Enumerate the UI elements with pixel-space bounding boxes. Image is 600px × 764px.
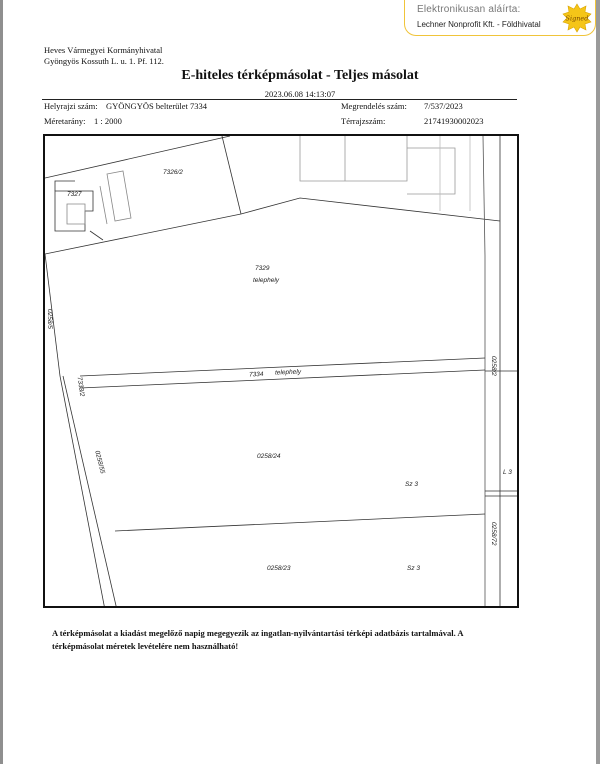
order-label: Megrendelés szám: <box>341 101 407 111</box>
road-edge <box>483 136 485 608</box>
parcel-value: GYÖNGYÖS belterület 7334 <box>106 101 208 111</box>
map-line <box>115 514 485 531</box>
scale-value: 1 : 2000 <box>94 116 122 126</box>
disclaimer-note <box>52 627 512 653</box>
signature-seal-icon <box>562 3 592 33</box>
page-left-border <box>0 0 3 764</box>
building-outline <box>300 136 407 181</box>
page-right-border <box>596 0 600 764</box>
map-label-road-left-diag: 0258/55 <box>93 449 106 475</box>
map-line <box>45 136 230 178</box>
document-title: E-hiteles térképmásolat - Teljes másolat <box>181 68 419 83</box>
map-label-l3: L 3 <box>503 469 512 476</box>
scale-label: Méretarány: <box>44 116 86 126</box>
map-label-7334: 7334 <box>248 371 264 379</box>
road-edge <box>63 376 117 608</box>
order-value: 7/537/2023 <box>424 101 463 111</box>
map-label-road-left-mid: 7333/2 <box>75 376 86 398</box>
office-name: Heves Vármegyei Kormányhivatal <box>44 45 163 55</box>
sheet-value: 21741930002023 <box>424 116 484 126</box>
map-line <box>55 181 75 191</box>
map-label-sz3-b: Sz 3 <box>407 565 421 572</box>
building-outline <box>407 148 455 194</box>
parcel-label: Helyrajzi szám: <box>44 101 98 111</box>
signature-issuer: Lechner Nonprofit Kft. - Földhivatal <box>417 20 541 29</box>
map-label-7329: 7329 <box>255 265 270 272</box>
road-edge <box>45 254 105 608</box>
seal-text: Signed <box>565 14 589 23</box>
document-datetime: 2023.06.08 14:13:07 <box>264 89 336 99</box>
map-label-0258-24: 0258/24 <box>257 453 281 460</box>
map-line <box>100 186 107 224</box>
sheet-label: Térrajzszám: <box>341 116 386 126</box>
map-label-7327: 7327 <box>67 191 82 198</box>
header-divider <box>42 99 517 100</box>
map-label-telephely-2: telephely <box>274 368 302 377</box>
map-line <box>45 198 500 254</box>
disclaimer-line-2: térképmásolat méretek levételére nem használható! <box>52 641 239 651</box>
map-label-road-right-top: 0258/2 <box>490 356 497 376</box>
map-label-7326-2: 7326/2 <box>163 169 183 176</box>
map-label-road-right-bottom: 0258/72 <box>490 522 497 546</box>
map-line <box>90 231 103 240</box>
building-outline <box>107 171 131 221</box>
map-drawing <box>45 136 519 608</box>
map-label-0258-23: 0258/23 <box>267 565 291 572</box>
signature-title: Elektronikusan aláírta: <box>417 4 521 15</box>
map-label-sz3-a: Sz 3 <box>405 481 419 488</box>
disclaimer-line-1: A térképmásolat a kiadást megelőző napig megegyezik az ingatlan-nyilvántartási térképi adatbázis tartalmával. A <box>52 628 464 638</box>
map-label-telephely-1: telephely <box>253 277 280 284</box>
map-label-road-left-top: 0258/5 <box>46 309 53 329</box>
office-address: Gyöngyös Kossuth L. u. 1. Pf. 112. <box>44 56 164 66</box>
cadastral-map <box>43 134 519 608</box>
building-outline <box>67 204 85 224</box>
map-line <box>222 136 241 214</box>
